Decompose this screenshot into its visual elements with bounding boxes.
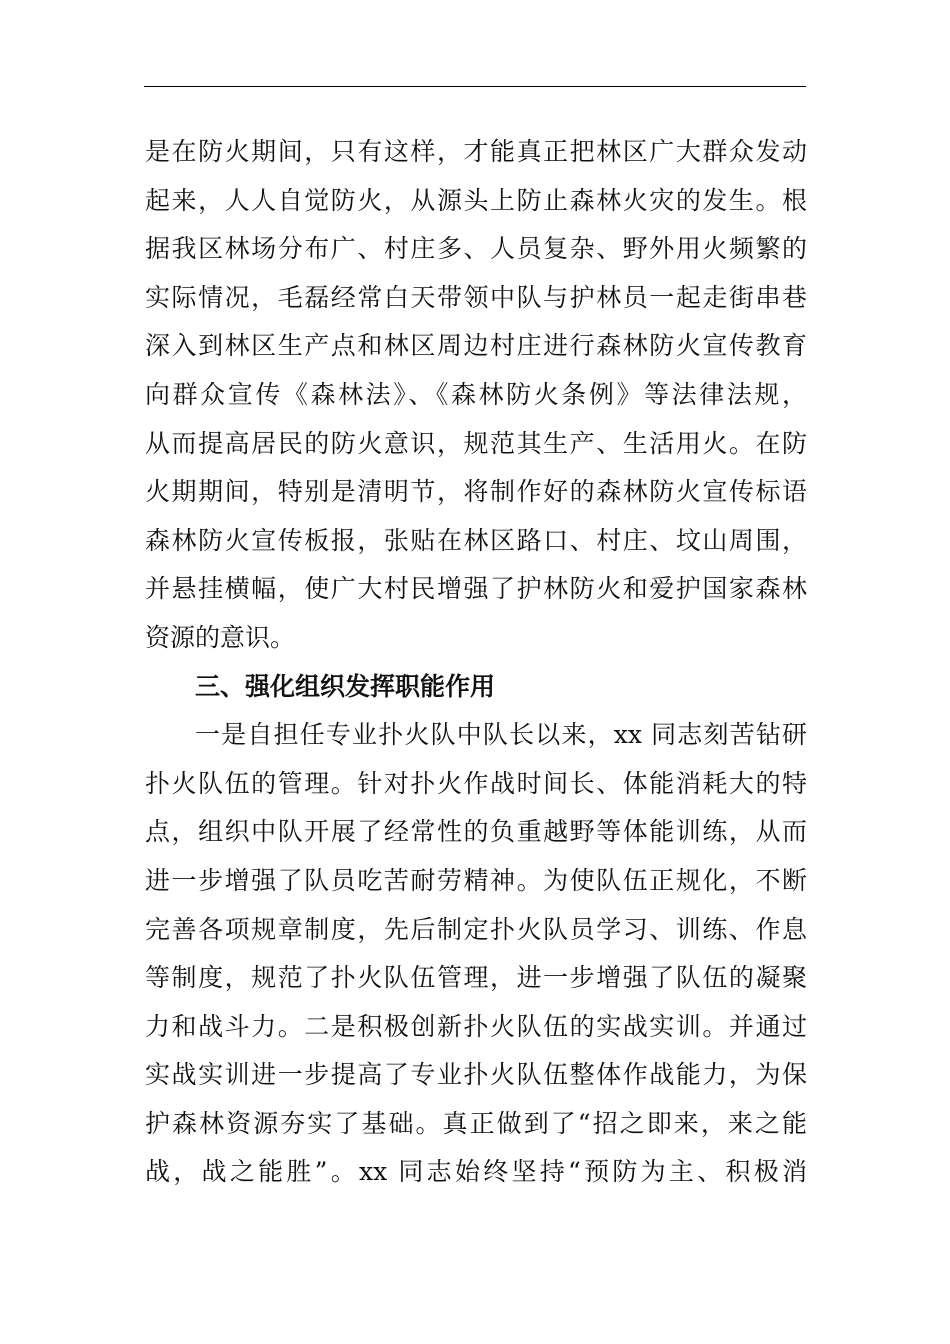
text-line: 森林防火宣传板报，张贴在林区路口、村庄、坟山周围， xyxy=(145,525,807,555)
text-line: 据我区林场分布广、村庄多、人员复杂、野外用火频繁的 xyxy=(145,234,807,264)
text-line: 从而提高居民的防火意识，规范其生产、生活用火。在防 xyxy=(145,428,807,458)
text-line: 深入到林区生产点和林区周边村庄进行森林防火宣传教育 xyxy=(145,331,807,361)
text-line: 实际情况，毛磊经常白天带领中队与护林员一起走街串巷 xyxy=(145,282,807,312)
document-body xyxy=(145,128,807,1197)
text-line: 点，组织中队开展了经常性的负重越野等体能训练，从而 xyxy=(145,817,807,847)
text-line: 完善各项规章制度，先后制定扑火队员学习、训练、作息 xyxy=(145,914,807,944)
text-line: 一是自担任专业扑火队中队长以来，xx 同志刻苦钻研 xyxy=(195,720,807,750)
paragraph xyxy=(145,128,807,663)
header-rule xyxy=(144,86,806,87)
text-line: 扑火队伍的管理。针对扑火作战时间长、体能消耗大的特 xyxy=(145,768,807,798)
text-line: 并悬挂横幅，使广大村民增强了护林防火和爱护国家森林 xyxy=(145,574,807,604)
text-line: 向群众宣传《森林法》、《森林防火条例》等法律法规， xyxy=(145,379,807,409)
text-line: 资源的意识。 xyxy=(145,622,296,652)
text-line: 实战实训进一步提高了专业扑火队伍整体作战能力，为保 xyxy=(145,1060,807,1090)
text-line: 起来，人人自觉防火，从源头上防止森林火灾的发生。根 xyxy=(145,185,807,215)
paragraph xyxy=(145,711,807,1197)
section-heading: 三、强化组织发挥职能作用 xyxy=(195,671,496,701)
text-line: 是在防火期间，只有这样，才能真正把林区广大群众发动 xyxy=(145,137,807,166)
text-line: 护森林资源夯实了基础。真正做到了“招之即来，来之能 xyxy=(145,1108,807,1138)
text-line: 战，战之能胜”。xx 同志始终坚持“预防为主、积极消 xyxy=(145,1157,807,1187)
text-line: 进一步增强了队员吃苦耐劳精神。为使队伍正规化，不断 xyxy=(145,865,807,895)
text-line: 火期期间，特别是清明节，将制作好的森林防火宣传标语 xyxy=(145,477,807,507)
text-line: 力和战斗力。二是积极创新扑火队伍的实战实训。并通过 xyxy=(145,1011,807,1041)
text-line: 等制度，规范了扑火队伍管理，进一步增强了队伍的凝聚 xyxy=(145,963,807,993)
